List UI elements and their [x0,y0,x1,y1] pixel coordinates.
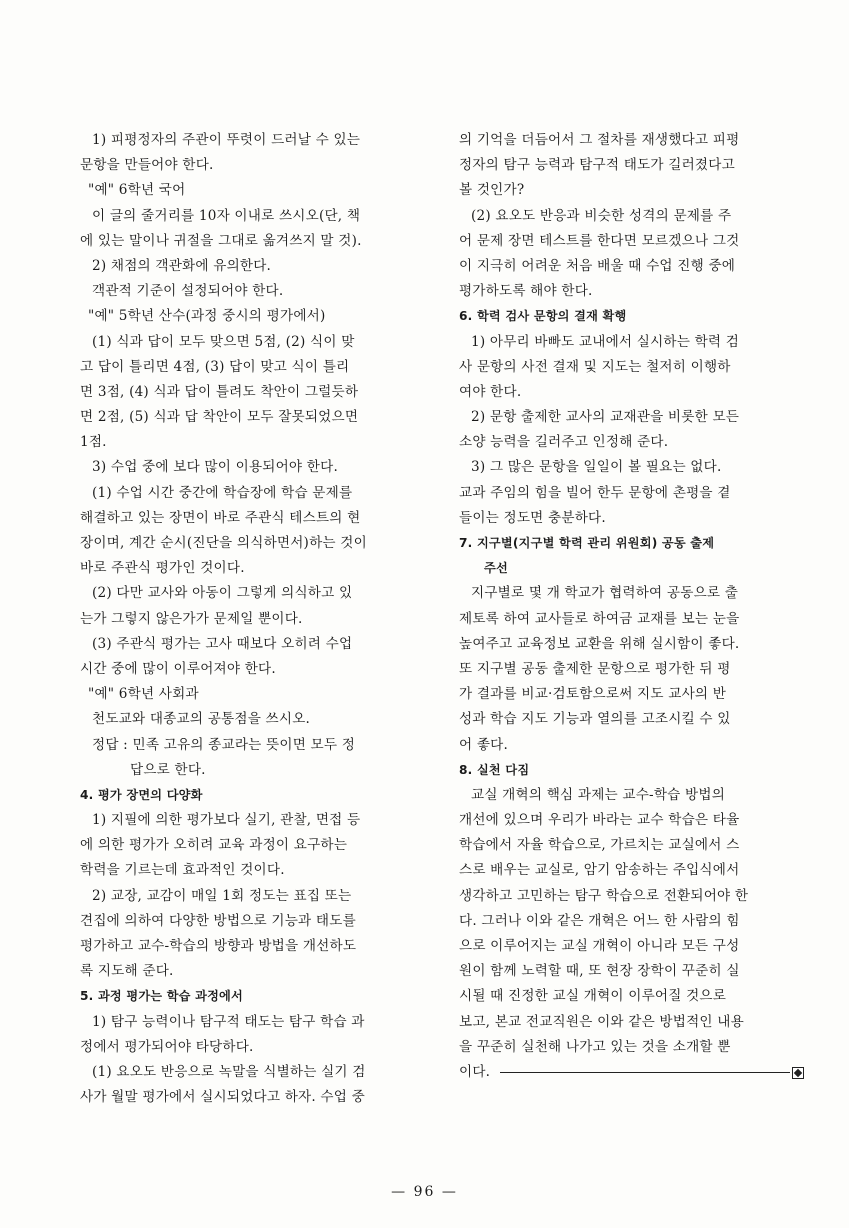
text-line: 천도교와 대종교의 공통점을 쓰시오. [92,711,311,728]
text-line: (1) 식과 답이 모두 맞으면 5점, (2) 식이 맞 [92,333,355,350]
answer-line: 답으로 한다. [130,761,206,778]
text-line: 을 꾸준히 실천해 나가고 있는 것을 소개할 뿐 [459,1038,731,1055]
text-line: 교과 주임의 힘을 빌어 한두 문항에 촌평을 곁 [459,484,731,501]
text-line: 바로 주관식 평가인 것이다. [80,560,245,577]
text-line: 3) 그 많은 문항을 일일이 볼 필요는 없다. [471,459,722,476]
text-line: 1) 피평정자의 주관이 뚜렷이 드러날 수 있는 [92,132,361,148]
text-line: 견집에 의하여 다양한 방법으로 기능과 태도를 [80,912,356,929]
text-line: 사가 월말 평가에서 실시되었다고 하자. 수업 중 [80,1089,365,1106]
text-line: 이다. [459,1063,491,1080]
text-line: 이 지극히 어려운 처음 배울 때 수업 진행 중에 [459,257,736,274]
text-line: 2) 문항 출제한 교사의 교재관을 비롯한 모든 [471,409,740,426]
text-line: (1) 수업 시간 중간에 학습장에 학습 문제를 [92,484,353,501]
text-line: 평가하도록 해야 한다. [459,283,593,300]
text-line: 시될 때 진정한 교실 개혁이 이루어질 것으로 [459,988,727,1005]
text-line: 정에서 평가되어야 타당하다. [80,1038,254,1055]
text-line: 보고, 본교 전교직원은 이와 같은 방법적인 내용 [459,1013,744,1030]
section-heading: 5. 과정 평가는 학습 과정에서 [80,989,243,1004]
text-line: 2) 채점의 객관화에 유의한다. [92,257,272,274]
text-line: 의 기억을 더듬어서 그 절차를 재생했다고 피평 [459,132,740,148]
section-heading: 주선 [484,561,508,576]
text-line: (2) 요오도 반응과 비슷한 성격의 문제를 주 [471,207,732,224]
text-line: (3) 주관식 평가는 고사 때보다 오히려 수업 [92,635,353,652]
text-line: 어 좋다. [459,736,509,753]
text-line: 1) 탐구 능력이나 탐구적 태도는 탐구 학습 과 [92,1013,365,1030]
text-line: 으로 이루어지는 교실 개혁이 아니라 모든 구성 [459,938,740,954]
text-line: 사 문항의 사전 결재 및 지도는 철저히 이행하 [459,358,731,375]
end-rule [500,1072,790,1073]
text-line: 1) 아무리 바빠도 교내에서 실시하는 학력 검 [471,333,740,350]
text-line: 록 지도해 준다. [80,963,174,980]
text-line: 장이며, 계간 순시(진단을 의식하면서)하는 것이 [80,535,367,551]
example-label: "예" 5학년 산수(과정 중시의 평가에서) [88,308,326,325]
text-line: 높여주고 교육정보 교환을 위해 실시함이 좋다. [459,635,740,652]
right-column [459,128,804,1085]
example-label: "예" 6학년 국어 [88,182,186,199]
section-heading: 8. 실천 다짐 [459,762,530,777]
text-line: 시간 중에 많이 이루어져야 한다. [80,660,276,677]
text-line: 학습에서 자율 학습으로, 가르치는 교실에서 스 [459,837,740,854]
text-line: 면 3점, (4) 식과 답이 틀려도 착안이 그럴듯하 [80,383,359,400]
text-line: 성과 학습 지도 기능과 열의를 고조시킬 수 있 [459,711,731,728]
text-line: (1) 요오도 반응으로 녹말을 식별하는 실기 검 [92,1063,366,1080]
text-line: 소양 능력을 길러주고 인정해 준다. [459,434,669,451]
text-line: 객관적 기준이 설정되어야 한다. [92,283,284,300]
text-line: 해결하고 있는 장면이 바로 주관식 테스트의 현 [80,509,361,526]
text-line: 여야 한다. [459,383,522,400]
text-line: 는가 그렇지 않은가가 문제일 뿐이다. [80,610,303,627]
text-line: 3) 수업 중에 보다 많이 이용되어야 한다. [92,459,338,476]
page-number: — 96 — [391,1184,458,1200]
text-line: 이 글의 줄거리를 10자 이내로 쓰시오(단, 책 [92,207,361,224]
example-label: "예" 6학년 사회과 [88,686,199,703]
text-line: 가 결과를 비교·검토함으로써 지도 교사의 반 [459,686,727,703]
text-line: 정자의 탐구 능력과 탐구적 태도가 길러졌다고 [459,157,735,174]
closing-line [459,1060,804,1085]
text-line: 면 2점, (5) 식과 답 착안이 모두 잘못되었으면 [80,409,359,426]
text-line: 교실 개혁의 핵심 과제는 교수-학습 방법의 [471,786,726,803]
text-line: 1) 지필에 의한 평가보다 실기, 관찰, 면접 등 [92,812,361,829]
text-line: 평가하고 교수-학습의 방향과 방법을 개선하도 [80,938,357,954]
text-line: 2) 교장, 교감이 매일 1회 정도는 표집 또는 [92,887,352,904]
section-heading: 6. 학력 검사 문항의 결재 확행 [459,309,627,324]
text-line: 문항을 만들어야 한다. [80,157,214,174]
end-mark-icon [792,1067,804,1079]
text-line: 어 문제 장면 테스트를 한다면 모르겠으나 그것 [459,232,740,249]
section-heading: 7. 지구별(지구별 학력 관리 위원회) 공동 출제 [459,536,715,550]
text-line: 생각하고 고민하는 탐구 학습으로 전환되어야 한 [459,887,749,904]
text-line: (2) 다만 교사와 아동이 그렇게 의식하고 있 [92,585,353,602]
text-line: 개선에 있으며 우리가 바라는 교수 학습은 타율 [459,812,740,829]
text-line: 스로 배우는 교실로, 암기 암송하는 주입식에서 [459,862,740,879]
text-line: 지구별로 몇 개 학교가 협력하여 공동으로 출 [471,585,739,602]
text-line: 다. 그러나 이와 같은 개혁은 어느 한 사람의 힘 [459,912,740,929]
text-line: 볼 것인가? [459,182,525,199]
text-line: 원이 함께 노력할 때, 또 현장 장학이 꾸준히 실 [459,963,740,980]
text-line: 고 답이 틀리면 4점, (3) 답이 맞고 식이 틀리 [80,358,350,375]
answer-line: 정답 : 민족 고유의 종교라는 뜻이면 모두 정 [92,736,356,753]
text-line: 또 지구별 공동 출제한 문항으로 평가한 뒤 평 [459,660,731,677]
text-line: 에 의한 평가가 오히려 교육 과정이 요구하는 [80,837,348,854]
text-line: 학력을 기르는데 효과적인 것이다. [80,862,285,879]
text-line: 1점. [80,434,107,451]
text-line: 에 있는 말이나 귀절을 그대로 옮겨쓰지 말 것). [80,232,362,249]
left-column [80,128,425,1110]
text-line: 들이는 정도면 충분하다. [459,509,606,526]
section-heading: 4. 평가 장면의 다양화 [80,787,203,802]
text-line: 제토록 하여 교사들로 하여금 교재를 보는 눈을 [459,610,740,627]
